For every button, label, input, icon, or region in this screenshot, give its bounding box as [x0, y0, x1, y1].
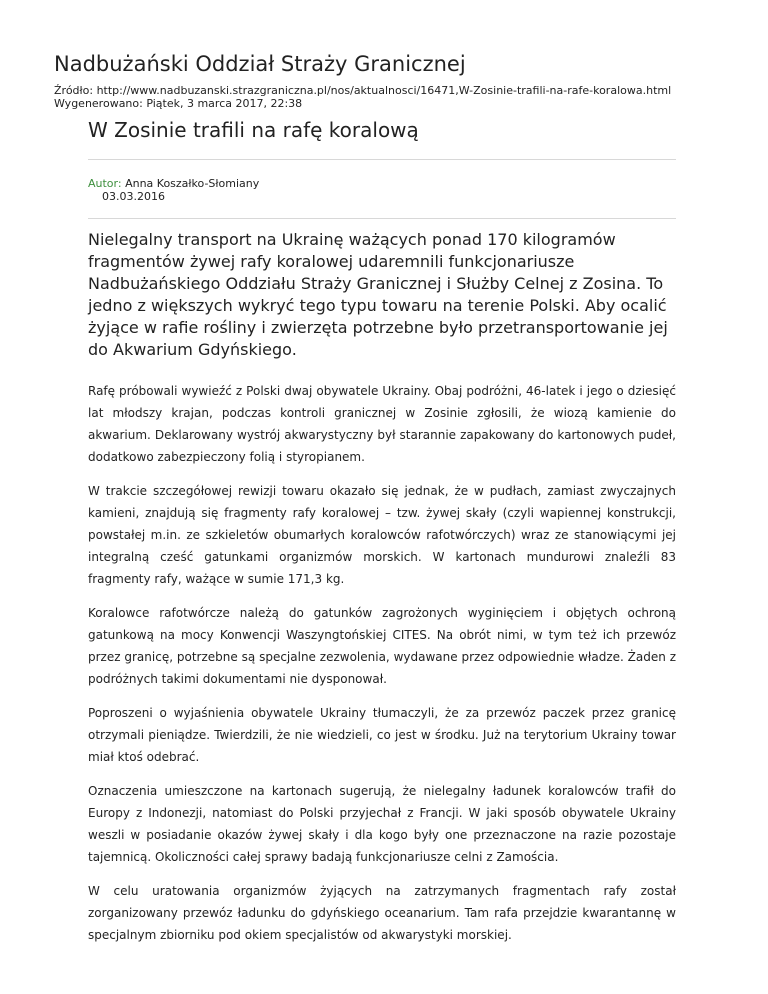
- article-paragraph: Koralowce rafotwórcze należą do gatunków zagrożonych wyginięciem i objętych ochroną gatunkową na mocy Konwencji Waszyngtońskiej CITES. Na obrót nimi, w tym też ich przewóz przez granicę, potrzebne są specjalne zezwolenia, wydawane przez odpowiednie władze. Żaden z podróżnych takimi dokumentami nie dysponował.: [88, 606, 676, 686]
- article-paragraph: Poproszeni o wyjaśnienia obywatele Ukrainy tłumaczyli, że za przewóz paczek przez granicę otrzymali pieniądze. Twierdzili, że nie wiedzieli, co jest w środku. Już na terytorium Ukrainy towar miał ktoś odebrać.: [88, 706, 676, 764]
- author-name: Anna Koszałko-Słomiany: [125, 177, 260, 190]
- source-line: Źródło: http://www.nadbuzanski.strazgraniczna.pl/nos/aktualnosci/16471,W-Zosinie-trafili-na-rafe-koralowa.html: [54, 84, 672, 97]
- document-meta: [54, 84, 671, 110]
- article-paragraph: W trakcie szczegółowej rewizji towaru okazało się jednak, że w pudłach, zamiast zwyczajnych kamieni, znajdują się fragmenty rafy koralowej – tzw. żywej skały (czyli wapiennej konstrukcji, powstałej m.in. ze szkieletów obumarłych koralowców rafotwórczych) wraz ze stanowiącymi jej integralną cześć gatunkami organizmów morskich. W kartonach mundurowi znaleźli 83 fragmenty rafy, ważące w sumie 171,3 kg.: [88, 484, 676, 586]
- author-block: [88, 177, 676, 203]
- article-paragraph: Rafę próbowali wywieźć z Polski dwaj obywatele Ukrainy. Obaj podróżni, 46-latek i jego o dziesięć lat młodszy krajan, podczas kontroli granicznej w Zosinie zgłosili, że wiozą kamienie do akwarium. Deklarowany wystrój akwarystyczny był starannie zapakowany do kartonowych pudeł, dodatkowo zabezpieczony folią i styropianem.: [88, 384, 676, 464]
- author-label: Autor:: [88, 177, 122, 190]
- divider: [88, 159, 676, 160]
- publish-date: 03.03.2016: [102, 190, 165, 203]
- site-title: Nadbużański Oddział Straży Granicznej: [54, 52, 466, 76]
- article-title: W Zosinie trafili na rafę koralową: [88, 118, 419, 142]
- generated-line: Wygenerowano: Piątek, 3 marca 2017, 22:38: [54, 97, 303, 110]
- article: [88, 117, 676, 958]
- article-paragraph: Oznaczenia umieszczone na kartonach sugerują, że nielegalny ładunek koralowców trafił do Europy z Indonezji, natomiast do Polski przyjechał z Francji. W jaki sposób obywatele Ukrainy weszli w posiadanie okazów żywej skały i dla kogo były one przeznaczone na razie pozostaje tajemnicą. Okoliczności całej sprawy badają funkcjonariusze celni z Zamościa.: [88, 784, 676, 864]
- article-paragraph: W celu uratowania organizmów żyjących na zatrzymanych fragmentach rafy został zorganizowany przewóz ładunku do gdyńskiego oceanarium. Tam rafa przejdzie kwarantannę w specjalnym zbiorniku pod okiem specjalistów od akwarystyki morskiej.: [88, 884, 676, 942]
- divider: [88, 218, 676, 219]
- article-lead: Nielegalny transport na Ukrainę ważących ponad 170 kilogramów fragmentów żywej rafy koralowej udaremnili funkcjonariusze Nadbużańskiego Oddziału Straży Granicznej i Służby Celnej z Zosina. To jedno z większych wykryć tego typu towaru na terenie Polski. Aby ocalić żyjące w rafie rośliny i zwierzęta potrzebne było przetransportowanie jej do Akwarium Gdyńskiego.: [88, 230, 668, 359]
